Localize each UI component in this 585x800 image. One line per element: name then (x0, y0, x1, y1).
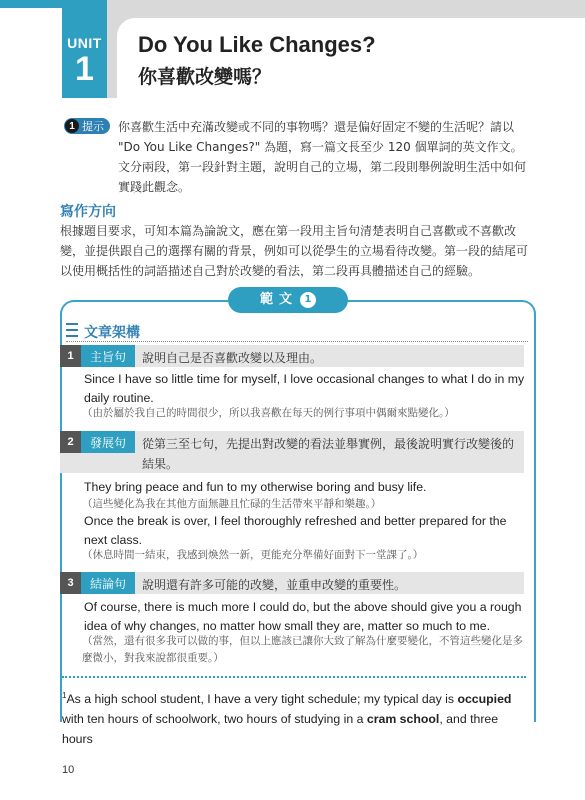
section-description: 說明還有許多可能的改變，並重申改變的重要性。 (142, 578, 407, 592)
page-title-english: Do You Like Changes? (138, 32, 376, 57)
structure-heading-label: 文章架構 (84, 325, 140, 341)
structure-heading (66, 322, 140, 342)
sentence-english: They bring peace and fun to my otherwise boring and busy life. (84, 480, 427, 494)
essay-text: , and three hours (62, 712, 499, 747)
sample-tab-number-icon: 1 (300, 292, 316, 308)
structure-divider (66, 341, 528, 342)
section-tag: 主旨句 (81, 345, 135, 367)
paragraph-number: 1 (62, 691, 67, 700)
section-bar-2 (60, 431, 524, 473)
sample-tab (228, 287, 348, 313)
sentence-chinese: （由於屬於我自己的時間很少，所以我喜歡在每天的例行事項中偶爾來點變化。） (82, 407, 455, 419)
page-title-chinese: 你喜歡改變嗎？ (138, 66, 272, 88)
hint-text: 你喜歡生活中充滿改變或不同的事物嗎？還是偏好固定不變的生活呢？請以 "Do You Like Changes?" 為題，寫一篇文長至少 120 個單詞的英文作文。文分兩段，第一段針對主題，說明自己的立場，第二段則舉例說明生活中如何實踐此觀念。 (118, 120, 527, 194)
vocab-word: cram school (366, 712, 440, 727)
unit-number: 1 (75, 50, 94, 88)
essay-divider (62, 676, 526, 678)
essay-text: with ten hours of schoolwork, two hours of studying in a (62, 712, 367, 727)
section-number: 2 (60, 431, 81, 453)
sentence-english: Of course, there is much more I could do, but the above should give you a rough idea of why changes, no matter how small they are, matter so much to me. (84, 600, 522, 633)
page-number: 10 (62, 764, 75, 776)
hint-number-icon: 1 (65, 119, 79, 133)
list-icon (66, 323, 78, 337)
direction-heading: 寫作方向 (60, 204, 116, 220)
unit-label: UNIT (67, 35, 102, 51)
sentence-chinese: （休息時間一結束，我感到煥然一新，更能充分準備好面對下一堂課了。） (82, 549, 424, 561)
sample-tab-label: 範文 (259, 292, 298, 307)
section-description: 說明自己是否喜歡改變以及理由。 (142, 351, 323, 365)
hint-label: 提示 (82, 120, 104, 133)
section-number: 3 (60, 572, 81, 594)
sentence-chinese: （這些變化為我在其他方面無趣且忙碌的生活帶來平靜和樂趣。） (82, 498, 382, 510)
unit-badge (62, 0, 107, 98)
section-tag: 發展句 (81, 431, 135, 453)
essay-text: As a high school student, I have a very tight schedule; my typical day is (66, 692, 458, 707)
hint-badge (64, 118, 110, 134)
section-description: 從第三至七句，先提出對改變的看法並舉實例，最後說明實行改變後的結果。 (142, 437, 515, 471)
section-number: 1 (60, 345, 81, 367)
sentence-chinese: （當然，還有很多我可以做的事，但以上應該已讓你大致了解為什麼要變化，不管這些變化是多麼微小，對我來說都很重要。） (82, 635, 523, 664)
sentence-english: Since I have so little time for myself, I love occasional changes to what I do in my daily routine. (84, 372, 525, 405)
section-bar-3 (60, 572, 524, 594)
section-bar-1 (60, 345, 524, 367)
direction-text: 根據題目要求，可知本篇為論說文，應在第一段用主旨句清楚表明自己喜歡或不喜歡改變，並提供跟自己的選擇有關的背景，例如可以從學生的立場看待改變。第一段的結尾可以使用概括性的詞語描述自己對於改變的看法，第二段再具體描述自己的經驗。 (60, 224, 529, 278)
essay-paragraph (62, 686, 526, 749)
sentence-english: Once the break is over, I feel thoroughly refreshed and better prepared for the next class. (84, 514, 507, 547)
vocab-word: occupied (457, 692, 512, 707)
section-tag: 結論句 (81, 572, 135, 594)
